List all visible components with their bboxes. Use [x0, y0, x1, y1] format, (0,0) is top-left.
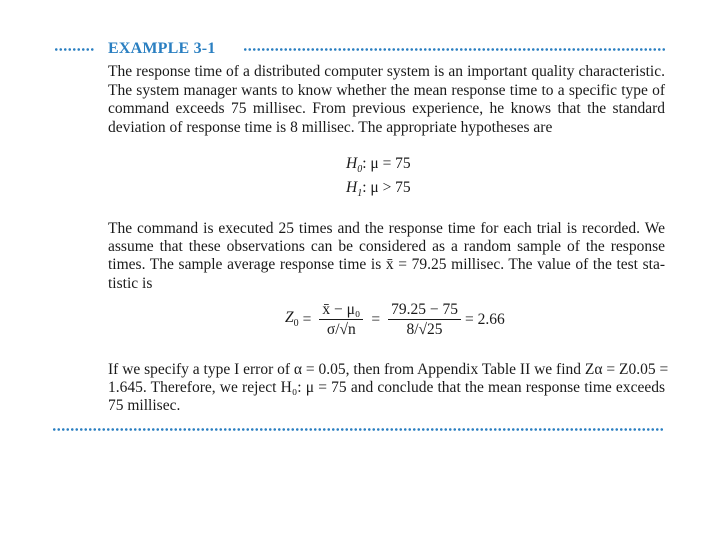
- p2-line: times. The sample average response time is x̄ = 79.25 millisec. The value of the test sta-: [108, 256, 665, 273]
- example-title: EXAMPLE 3-1: [108, 40, 216, 57]
- p2-line: tistic is: [108, 275, 153, 292]
- p1-line: The system manager wants to know whether the mean response time to a specific type of: [108, 82, 665, 99]
- p1-line: command exceeds 75 millisec. From previous experience, he knows that the standard: [108, 100, 665, 117]
- p3-line: If we specify a type I error of α = 0.05, then from Appendix Table II we find Zα = Z0.05 =: [108, 361, 669, 378]
- null-hypothesis: $H_0$: μ = 75: [346, 155, 411, 176]
- header-dots-left: [54, 48, 94, 51]
- alt-hypothesis: $H_1$: μ > 75: [346, 179, 411, 200]
- footer-dots: [52, 428, 665, 431]
- p2-line: The command is executed 25 times and the response time for each trial is recorded. We: [108, 220, 665, 237]
- p3-line: 75 millisec.: [108, 397, 181, 414]
- test-statistic-formula: $Z_0$ = $\frac{\text{x̄ − μ₀}}{\sigma/√n}$ = $\frac{79.25 - 75}{8/√25}$ = 2.66: [285, 301, 505, 338]
- p1-line: deviation of response time is 8 millisec. The appropriate hypotheses are: [108, 119, 553, 136]
- p1-line: The response time of a distributed computer system is an important quality characteristic.: [108, 63, 665, 80]
- header-dots-right: [243, 48, 665, 51]
- p3-line: 1.645. Therefore, we reject H₀: μ = 75 and conclude that the mean response time exceeds: [108, 379, 665, 396]
- p2-line: assume that these observations can be considered as a random sample of the response: [108, 238, 665, 255]
